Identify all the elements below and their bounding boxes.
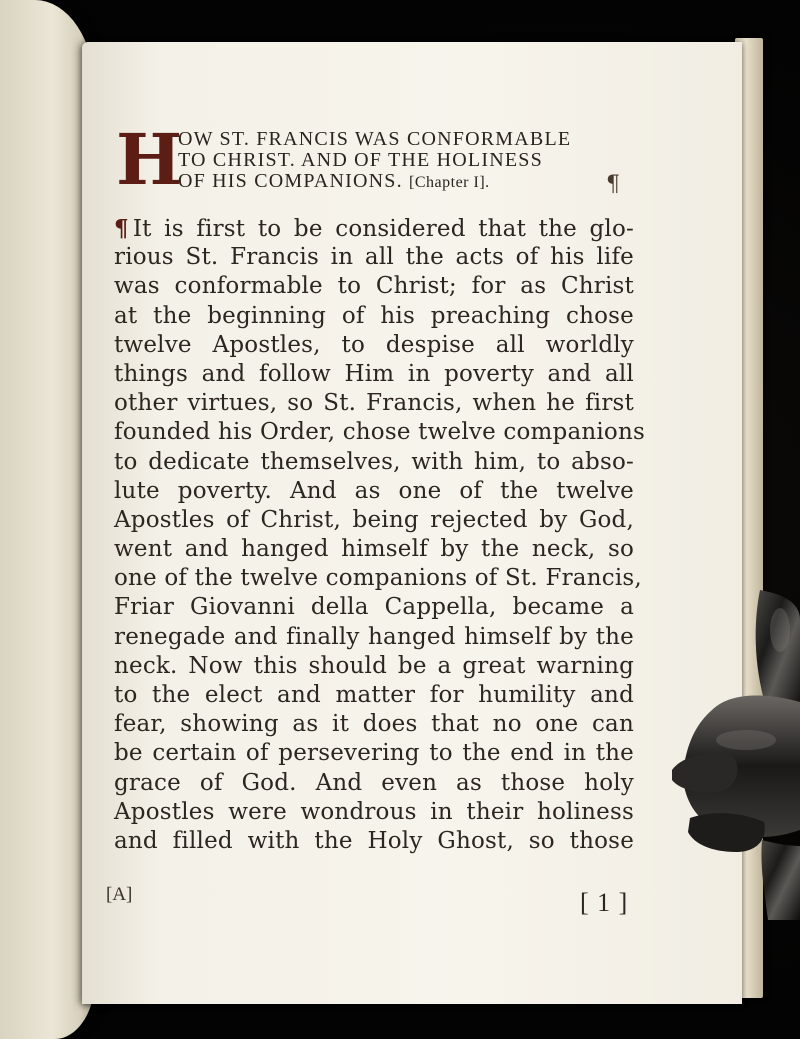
chapter-heading	[116, 118, 628, 201]
body-line-text: at the beginning of his preaching chose	[114, 302, 634, 329]
body-line	[114, 827, 634, 856]
body-line	[114, 593, 634, 622]
body-line-text: was conformable to Christ; for as Christ	[114, 273, 634, 300]
heading-line-3-text: OF HIS COMPANIONS.	[178, 170, 403, 192]
body-line	[114, 389, 634, 418]
body-line	[114, 623, 634, 652]
drop-cap-initial: H	[116, 118, 181, 201]
body-line	[114, 331, 634, 360]
body-line	[114, 272, 634, 301]
pilcrow-end-mark: ¶	[606, 172, 620, 197]
body-line	[114, 477, 634, 506]
body-line	[114, 506, 634, 535]
body-line-text: to dedicate themselves, with him, to abso-	[114, 448, 634, 475]
paragraph-mark: ¶	[114, 215, 129, 242]
body-line	[114, 243, 634, 272]
body-line-text: Friar Giovanni della Cappella, became a	[114, 594, 634, 621]
body-line-text: and filled with the Holy Ghost, so those	[114, 827, 634, 854]
body-line-text: grace of God. And even as those holy	[114, 769, 634, 796]
body-line-text: Apostles were wondrous in their holiness	[114, 798, 634, 825]
body-line-text: fear, showing as it does that no one can	[114, 711, 634, 738]
heading-line-1: OW ST. FRANCIS WAS CONFORMABLE	[178, 128, 572, 150]
chapter-note: [Chapter I].	[409, 174, 490, 191]
body-line	[114, 535, 634, 564]
body-line	[114, 681, 634, 710]
page-number: [ 1 ]	[580, 888, 629, 917]
body-line-text: be certain of persevering to the end in the	[114, 740, 634, 767]
body-line-text: to the elect and matter for humility and	[114, 682, 634, 708]
body-line-text: things and follow Him in poverty and all	[114, 360, 634, 387]
body-line	[114, 214, 634, 243]
left-page	[0, 0, 95, 1039]
heading-line-2: TO CHRIST. AND OF THE HOLINESS	[178, 149, 543, 171]
body-line-text: twelve Apostles, to despise all worldly	[114, 331, 634, 358]
body-line-text: lute poverty. And as one of the twelve	[114, 477, 634, 504]
body-line	[114, 302, 634, 331]
body-line-text: It is first to be considered that the glo-	[132, 216, 634, 242]
body-line-text: one of the twelve companions of St. Francis,	[114, 565, 642, 592]
body-line	[114, 418, 645, 447]
heading-line-3	[178, 170, 490, 193]
body-line-text: went and hanged himself by the neck, so	[114, 536, 634, 563]
body-line-text: renegade and finally hanged himself by the	[114, 623, 634, 650]
body-line	[114, 739, 634, 768]
body-line	[114, 564, 642, 593]
body-text	[114, 214, 645, 856]
body-line	[114, 710, 634, 739]
body-line-text: neck. Now this should be a great warning	[114, 652, 634, 679]
body-line-text: rious St. Francis in all the acts of his life	[114, 244, 634, 271]
body-line-text: other virtues, so St. Francis, when he first	[114, 390, 634, 417]
body-line-text: Apostles of Christ, being rejected by God,	[114, 506, 634, 533]
body-line	[114, 652, 634, 681]
signature-mark: [A]	[106, 884, 133, 905]
body-line	[114, 798, 634, 827]
body-line-text: founded his Order, chose twelve companions	[114, 419, 645, 446]
body-line	[114, 769, 634, 798]
body-line	[114, 360, 634, 389]
body-line	[114, 448, 634, 477]
